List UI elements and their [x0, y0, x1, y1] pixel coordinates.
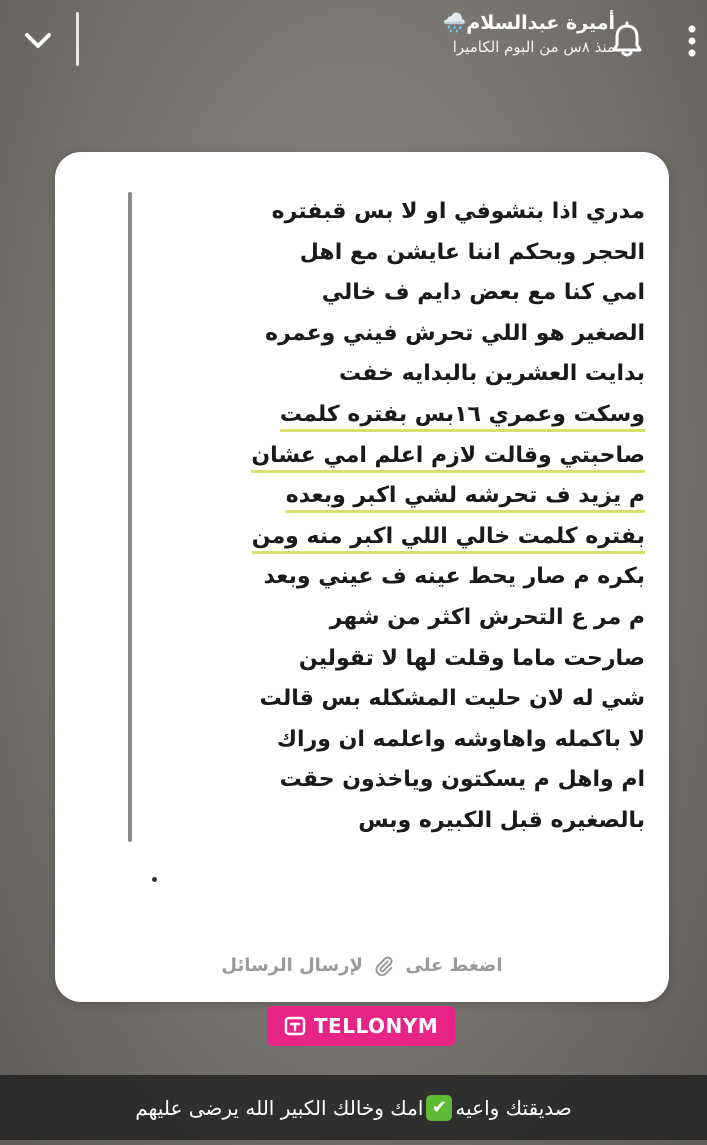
message-line: الحجر وبحكم اننا عايشن مع اهل — [299, 239, 645, 265]
caption-part-1: صديقتك واعيه — [455, 1095, 572, 1120]
more-vertical-icon[interactable] — [685, 24, 699, 58]
message-line-highlighted: بفتره كلمت خالي اللي اكبر منه ومن — [251, 523, 645, 549]
message-body — [150, 192, 645, 842]
story-header — [0, 0, 707, 80]
story-subtitle: منذ ٨س من البوم الكاميرا — [452, 38, 615, 56]
stray-dot — [152, 877, 157, 882]
message-line-highlighted: صاحبتي وقالت لازم اعلم امي عشان — [251, 442, 645, 468]
message-line: م مر ع التحرش اكثر من شهر — [329, 604, 645, 630]
story-caption — [0, 1075, 707, 1140]
message-line-highlighted: وسكت وعمري ١٦بس بفتره كلمت — [279, 401, 645, 427]
message-line: امي كنا مع بعض دايم ف خالي — [321, 280, 645, 306]
send-hint-after: لإرسال الرسائل — [221, 955, 363, 976]
message-line: مدري اذا بتشوفي او لا بس قبفتره — [271, 199, 645, 224]
message-line: بكره م صار يحط عينه ف عيني وبعد — [263, 564, 645, 590]
message-line: صارحت ماما وقلت لها لا تقولين — [298, 645, 645, 671]
send-hint-before: اضغط على — [405, 955, 503, 976]
message-line: ام واهل م يسكتون وياخذون حقت — [279, 767, 645, 793]
message-line: بدايت العشرين بالبدايه خفت — [339, 361, 645, 387]
message-line: شي له لان حليت المشكله بس قالت — [259, 686, 645, 712]
tellonym-badge[interactable] — [267, 1006, 455, 1046]
quote-bar — [128, 192, 132, 842]
cloud-rain-emoji: 🌧️ — [442, 12, 467, 34]
bell-icon[interactable] — [609, 20, 645, 60]
header-divider — [76, 12, 79, 66]
paperclip-icon — [373, 955, 395, 977]
message-line: لا باكمله واهاوشه واعلمه ان وراك — [276, 726, 645, 752]
caption-part-2: امك وخالك الكبير الله يرضى عليهم — [135, 1095, 424, 1120]
user-info[interactable] — [443, 10, 615, 58]
check-mark-emoji: ✔ — [426, 1095, 452, 1121]
user-name: أميرة عبدالسلام — [466, 12, 615, 34]
tellonym-logo-icon — [284, 1015, 306, 1037]
tellonym-label: TELLONYM — [313, 1014, 439, 1038]
message-line-highlighted: م يزيد ف تحرشه لشي اكبر وبعده — [285, 483, 645, 509]
send-hint[interactable] — [55, 955, 669, 977]
chevron-down-icon[interactable] — [20, 22, 56, 58]
message-line: الصغير هو اللي تحرش فيني وعمره — [265, 320, 645, 346]
message-line: بالصغيره قبل الكبيره وبس — [358, 807, 645, 833]
message-card — [55, 152, 669, 1002]
